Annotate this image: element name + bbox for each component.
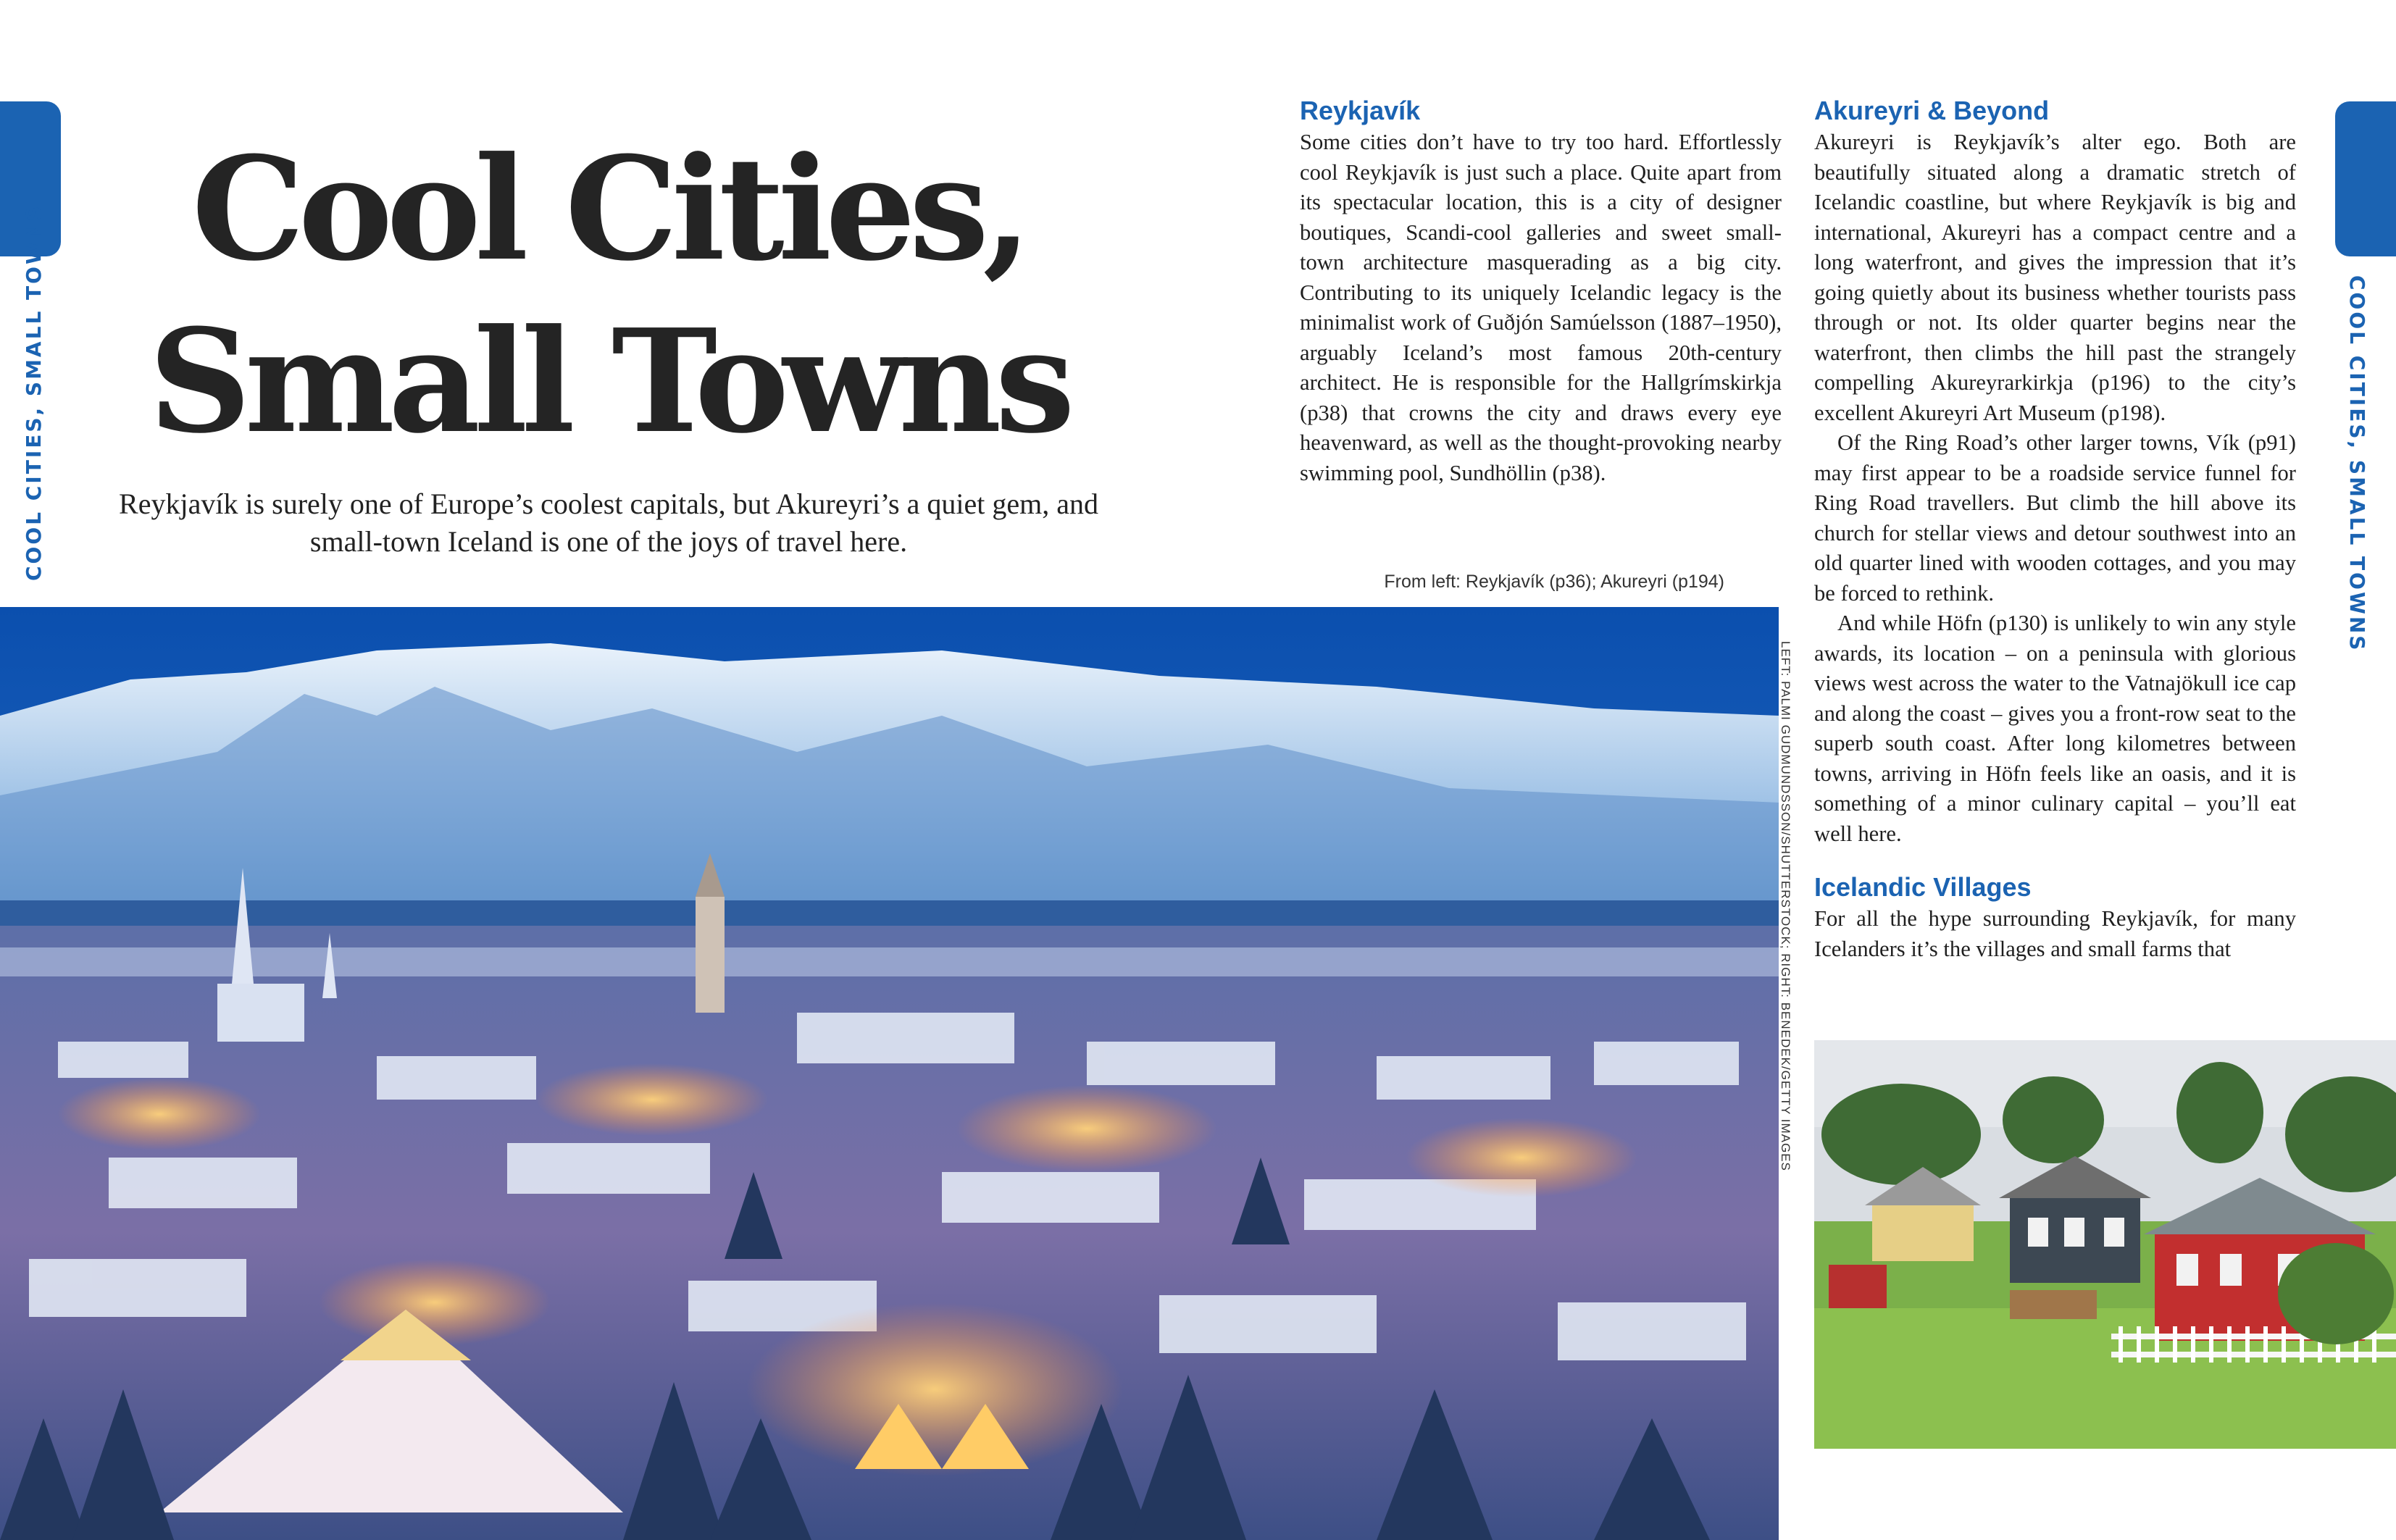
photo-caption: From left: Reykjavík (p36); Akureyri (p194): [1384, 572, 1724, 592]
right-edge-tab: [2335, 101, 2396, 256]
right-side-section-label: COOL CITIES, SMALL TOWNS: [2345, 275, 2369, 653]
column-akureyri: [1814, 94, 2296, 964]
title-line-1: Cool Cities,: [191, 126, 1026, 293]
reykjavik-photo-illustration: [0, 607, 1779, 1540]
akureyri-photo: [1814, 1040, 2396, 1449]
reykjavik-paragraph: Some cities don’t have to try too hard. Effortlessly cool Reykjavík is just such a place. Quite apart from its spectacular location, this is a city of designer boutiques, Scandi-cool galleries and sweet small-town architecture masquerading as a big city. Contributing to its uniquely Icelandic legacy is the minimalist work of Guðjón Samúelsson (1887–1950), arguably Iceland’s most famous 20th-century architect. He is responsible for the Hallgrímskirkja (p38) that crowns the city and draws every eye heavenward, as well as the thought-provoking nearby swimming pool, Sundhöllin (p38).: [1300, 130, 1782, 485]
title-line-2: Small Towns: [149, 298, 1069, 465]
akureyri-photo-illustration: [1814, 1040, 2396, 1449]
page-title: [109, 123, 1109, 468]
villages-paragraph: For all the hype surrounding Reykjavík, for many Icelanders it’s the villages and small farms that: [1814, 906, 2296, 961]
column-reykjavik: [1300, 94, 1782, 488]
photo-credit: LEFT: PALMI GUDMUNDSSON/SHUTTERSTOCK; RIGHT: BENEDEK/GETTY IMAGES: [1779, 641, 1792, 1171]
left-side-section-label: COOL CITIES, SMALL TOWNS: [22, 204, 46, 581]
standfirst-intro: Reykjavík is surely one of Europe’s coolest capitals, but Akureyri’s a quiet gem, and small-town Iceland is one of the joys of travel here.: [119, 487, 1098, 558]
akureyri-paragraph-3: And while Höfn (p130) is unlikely to win any style awards, its location – on a peninsula with glorious views west across the water to the Vatnajökull ice cap and along the coast – gives you a front-row seat to the superb south coast. After long kilometres between towns, arriving in Höfn feels like an oasis, and it is something of a minor culinary capital – you’ll eat well here.: [1814, 611, 2296, 846]
section-heading-akureyri: Akureyri & Beyond: [1814, 96, 2050, 125]
akureyri-paragraph-2: Of the Ring Road’s other larger towns, Vík (p91) may first appear to be a roadside service funnel for Ring Road travellers. But climb the hill above its church for stellar views and detour southwest into an old quarter lined with wooden cottages, and you may be forced to rethink.: [1814, 430, 2296, 606]
akureyri-paragraph-1: Akureyri is Reykjavík’s alter ego. Both are beautifully situated along a dramatic stretch of Icelandic coastline, but where Reykjavík is big and international, Akureyri has a compact centre and a long waterfront, and gives the impression that it’s going quietly about its business whether tourists pass through or not. Its older quarter begins near the waterfront, then climbs the hill past the strangely compelling Akureyrarkirkja (p196) to the city’s excellent Akureyri Art Museum (p198).: [1814, 130, 2296, 425]
reykjavik-photo: [0, 607, 1779, 1540]
section-heading-villages: Icelandic Villages: [1814, 872, 2032, 902]
section-heading-reykjavik: Reykjavík: [1300, 96, 1421, 125]
